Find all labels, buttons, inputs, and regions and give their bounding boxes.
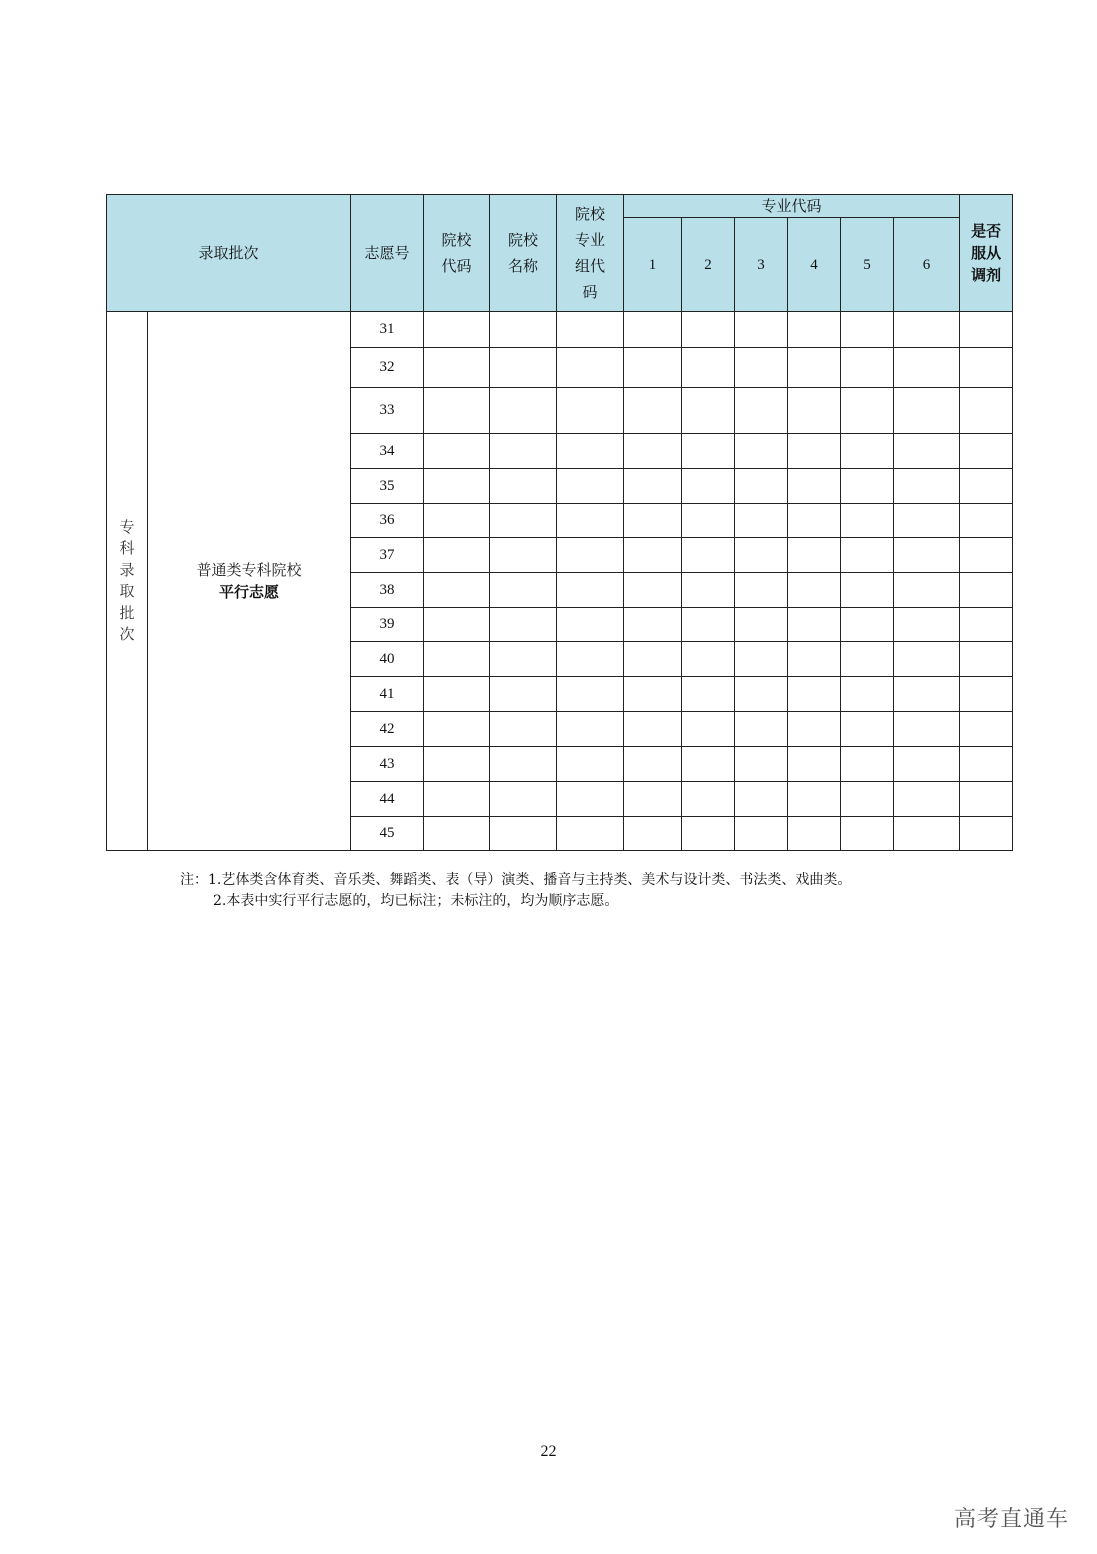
major-code-cell[interactable] (788, 677, 841, 712)
school-code-cell[interactable] (424, 642, 490, 677)
major-code-cell[interactable] (682, 642, 735, 677)
group-code-cell[interactable] (557, 388, 624, 434)
notes (180, 870, 960, 912)
school-name-cell[interactable] (490, 712, 557, 747)
adjust-cell[interactable] (960, 782, 1013, 817)
group-code-header: 院校 专业 组代 码 (557, 195, 624, 312)
school-name-cell[interactable] (490, 817, 557, 851)
major-code-cell[interactable] (894, 434, 960, 469)
major-code-cell[interactable] (841, 504, 894, 538)
school-code-cell[interactable] (424, 538, 490, 573)
major-code-cell[interactable] (788, 642, 841, 677)
major-code-cell[interactable] (624, 677, 682, 712)
major-code-cell[interactable] (841, 312, 894, 348)
major-code-cell[interactable] (788, 608, 841, 642)
major-code-cell[interactable] (841, 388, 894, 434)
major-code-cell[interactable] (894, 747, 960, 782)
watermark: 高考直通车 (953, 1507, 1069, 1532)
major-code-cell[interactable] (682, 573, 735, 608)
major-code-cell[interactable] (624, 712, 682, 747)
adjust-cell[interactable] (960, 642, 1013, 677)
school-name-cell[interactable] (490, 642, 557, 677)
major-code-cell[interactable] (624, 504, 682, 538)
note-line-1: 注：1.艺体类含体育类、音乐类、舞蹈类、表（导）演类、播音与主持类、美术与设计类、书法类、戏曲类。 (180, 872, 852, 888)
major-col-6-header: 6 (894, 218, 960, 312)
major-code-cell[interactable] (841, 538, 894, 573)
school-code-cell[interactable] (424, 573, 490, 608)
wish-number: 33 (351, 388, 424, 434)
major-code-cell[interactable] (624, 782, 682, 817)
group-code-cell[interactable] (557, 573, 624, 608)
major-code-cell[interactable] (788, 388, 841, 434)
major-code-cell[interactable] (624, 747, 682, 782)
application-form-table (106, 194, 1013, 851)
group-code-cell[interactable] (557, 312, 624, 348)
school-name-cell[interactable] (490, 538, 557, 573)
major-code-cell[interactable] (841, 712, 894, 747)
school-name-cell[interactable] (490, 469, 557, 504)
group-code-cell[interactable] (557, 712, 624, 747)
adjust-cell[interactable] (960, 312, 1013, 348)
group-code-cell[interactable] (557, 747, 624, 782)
major-code-cell[interactable] (682, 504, 735, 538)
major-code-cell[interactable] (735, 312, 788, 348)
major-code-cell[interactable] (624, 469, 682, 504)
wish-number: 40 (351, 642, 424, 677)
school-name-cell[interactable] (490, 348, 557, 388)
major-code-cell[interactable] (682, 608, 735, 642)
batch-vertical-label: 专 科 录 取 批 次 (107, 312, 148, 851)
adjust-cell[interactable] (960, 348, 1013, 388)
major-code-cell[interactable] (894, 608, 960, 642)
major-code-cell[interactable] (682, 348, 735, 388)
major-code-cell[interactable] (788, 747, 841, 782)
adjust-cell[interactable] (960, 712, 1013, 747)
major-code-cell[interactable] (788, 817, 841, 851)
major-code-cell[interactable] (894, 782, 960, 817)
school-code-cell[interactable] (424, 434, 490, 469)
major-code-cell[interactable] (735, 677, 788, 712)
major-code-cell[interactable] (841, 434, 894, 469)
adjust-cell[interactable] (960, 817, 1013, 851)
school-type-label: 普通类专科院校 (196, 561, 302, 579)
school-name-header: 院校 名称 (490, 195, 557, 312)
major-code-cell[interactable] (624, 312, 682, 348)
major-code-cell[interactable] (841, 817, 894, 851)
major-code-cell[interactable] (788, 434, 841, 469)
major-code-cell[interactable] (788, 782, 841, 817)
adjust-cell[interactable] (960, 538, 1013, 573)
major-code-cell[interactable] (788, 312, 841, 348)
adjust-header: 是否 服从 调剂 (960, 195, 1013, 312)
school-name-cell[interactable] (490, 434, 557, 469)
table-row (107, 312, 1013, 348)
major-code-cell[interactable] (894, 469, 960, 504)
major-code-cell[interactable] (624, 434, 682, 469)
wish-number: 42 (351, 712, 424, 747)
wish-number: 43 (351, 747, 424, 782)
group-code-cell[interactable] (557, 608, 624, 642)
major-code-cell[interactable] (788, 469, 841, 504)
major-code-cell[interactable] (682, 388, 735, 434)
major-code-cell[interactable] (682, 712, 735, 747)
major-code-cell[interactable] (841, 469, 894, 504)
major-codes-header: 专业代码 (624, 195, 960, 218)
group-code-cell[interactable] (557, 817, 624, 851)
major-code-cell[interactable] (624, 348, 682, 388)
major-code-cell[interactable] (735, 782, 788, 817)
major-code-cell[interactable] (894, 348, 960, 388)
major-code-cell[interactable] (841, 677, 894, 712)
admission-mode-label: 平行志愿 (219, 583, 280, 601)
major-code-cell[interactable] (735, 538, 788, 573)
major-code-cell[interactable] (682, 312, 735, 348)
major-code-cell[interactable] (894, 538, 960, 573)
major-code-cell[interactable] (624, 642, 682, 677)
major-code-cell[interactable] (624, 573, 682, 608)
major-code-cell[interactable] (682, 538, 735, 573)
major-code-cell[interactable] (735, 712, 788, 747)
page-number: 22 (540, 1443, 557, 1460)
school-code-cell[interactable] (424, 712, 490, 747)
group-code-cell[interactable] (557, 782, 624, 817)
school-name-cell[interactable] (490, 388, 557, 434)
school-code-cell[interactable] (424, 782, 490, 817)
wish-number: 35 (351, 469, 424, 504)
major-col-2-header: 2 (682, 218, 735, 312)
school-code-cell[interactable] (424, 608, 490, 642)
note-line-2: 2.本表中实行平行志愿的，均已标注；未标注的，均为顺序志愿。 (213, 893, 619, 909)
batch-header: 录取批次 (107, 195, 351, 312)
major-code-cell[interactable] (894, 504, 960, 538)
major-code-cell[interactable] (682, 677, 735, 712)
major-code-cell[interactable] (894, 817, 960, 851)
school-name-cell[interactable] (490, 573, 557, 608)
group-code-cell[interactable] (557, 642, 624, 677)
major-code-cell[interactable] (735, 608, 788, 642)
major-code-cell[interactable] (841, 747, 894, 782)
group-code-cell[interactable] (557, 538, 624, 573)
school-code-cell[interactable] (424, 388, 490, 434)
school-code-cell[interactable] (424, 469, 490, 504)
major-code-cell[interactable] (624, 817, 682, 851)
major-code-cell[interactable] (894, 642, 960, 677)
school-name-cell[interactable] (490, 677, 557, 712)
adjust-cell[interactable] (960, 434, 1013, 469)
major-col-3-header: 3 (735, 218, 788, 312)
school-code-cell[interactable] (424, 504, 490, 538)
major-col-5-header: 5 (841, 218, 894, 312)
major-code-cell[interactable] (841, 608, 894, 642)
major-code-cell[interactable] (788, 348, 841, 388)
major-code-cell[interactable] (788, 504, 841, 538)
school-name-cell[interactable] (490, 504, 557, 538)
major-code-cell[interactable] (894, 712, 960, 747)
wish-number: 39 (351, 608, 424, 642)
major-code-cell[interactable] (682, 782, 735, 817)
adjust-cell[interactable] (960, 747, 1013, 782)
wish-number: 36 (351, 504, 424, 538)
major-code-cell[interactable] (735, 469, 788, 504)
adjust-cell[interactable] (960, 388, 1013, 434)
wish-number: 38 (351, 573, 424, 608)
wish-number: 45 (351, 817, 424, 851)
major-code-cell[interactable] (894, 573, 960, 608)
wish-number: 31 (351, 312, 424, 348)
school-code-cell[interactable] (424, 817, 490, 851)
adjust-cell[interactable] (960, 504, 1013, 538)
group-code-cell[interactable] (557, 434, 624, 469)
batch-description (148, 312, 351, 851)
school-code-header: 院校 代码 (424, 195, 490, 312)
major-col-4-header: 4 (788, 218, 841, 312)
school-name-cell[interactable] (490, 747, 557, 782)
school-code-cell[interactable] (424, 747, 490, 782)
wish-number: 34 (351, 434, 424, 469)
major-code-cell[interactable] (624, 388, 682, 434)
group-code-cell[interactable] (557, 348, 624, 388)
major-code-cell[interactable] (682, 434, 735, 469)
adjust-cell[interactable] (960, 608, 1013, 642)
major-code-cell[interactable] (735, 504, 788, 538)
major-code-cell[interactable] (735, 642, 788, 677)
wish-number: 37 (351, 538, 424, 573)
wish-number: 44 (351, 782, 424, 817)
major-code-cell[interactable] (682, 817, 735, 851)
school-name-cell[interactable] (490, 312, 557, 348)
school-name-cell[interactable] (490, 608, 557, 642)
major-code-cell[interactable] (841, 782, 894, 817)
major-code-cell[interactable] (841, 348, 894, 388)
adjust-cell[interactable] (960, 677, 1013, 712)
major-code-cell[interactable] (735, 817, 788, 851)
major-code-cell[interactable] (788, 573, 841, 608)
major-code-cell[interactable] (624, 608, 682, 642)
group-code-cell[interactable] (557, 677, 624, 712)
major-code-cell[interactable] (841, 573, 894, 608)
major-code-cell[interactable] (735, 388, 788, 434)
wish-number-header: 志愿号 (351, 195, 424, 312)
major-code-cell[interactable] (894, 312, 960, 348)
wish-number: 32 (351, 348, 424, 388)
major-code-cell[interactable] (894, 388, 960, 434)
major-code-cell[interactable] (788, 712, 841, 747)
major-code-cell[interactable] (788, 538, 841, 573)
major-code-cell[interactable] (735, 747, 788, 782)
major-code-cell[interactable] (682, 747, 735, 782)
school-name-cell[interactable] (490, 782, 557, 817)
adjust-cell[interactable] (960, 573, 1013, 608)
major-code-cell[interactable] (682, 469, 735, 504)
major-code-cell[interactable] (735, 348, 788, 388)
school-code-cell[interactable] (424, 312, 490, 348)
group-code-cell[interactable] (557, 504, 624, 538)
wish-number: 41 (351, 677, 424, 712)
adjust-cell[interactable] (960, 469, 1013, 504)
major-code-cell[interactable] (735, 573, 788, 608)
school-code-cell[interactable] (424, 348, 490, 388)
major-code-cell[interactable] (735, 434, 788, 469)
major-col-1-header: 1 (624, 218, 682, 312)
group-code-cell[interactable] (557, 469, 624, 504)
major-code-cell[interactable] (624, 538, 682, 573)
school-code-cell[interactable] (424, 677, 490, 712)
major-code-cell[interactable] (894, 677, 960, 712)
major-code-cell[interactable] (841, 642, 894, 677)
